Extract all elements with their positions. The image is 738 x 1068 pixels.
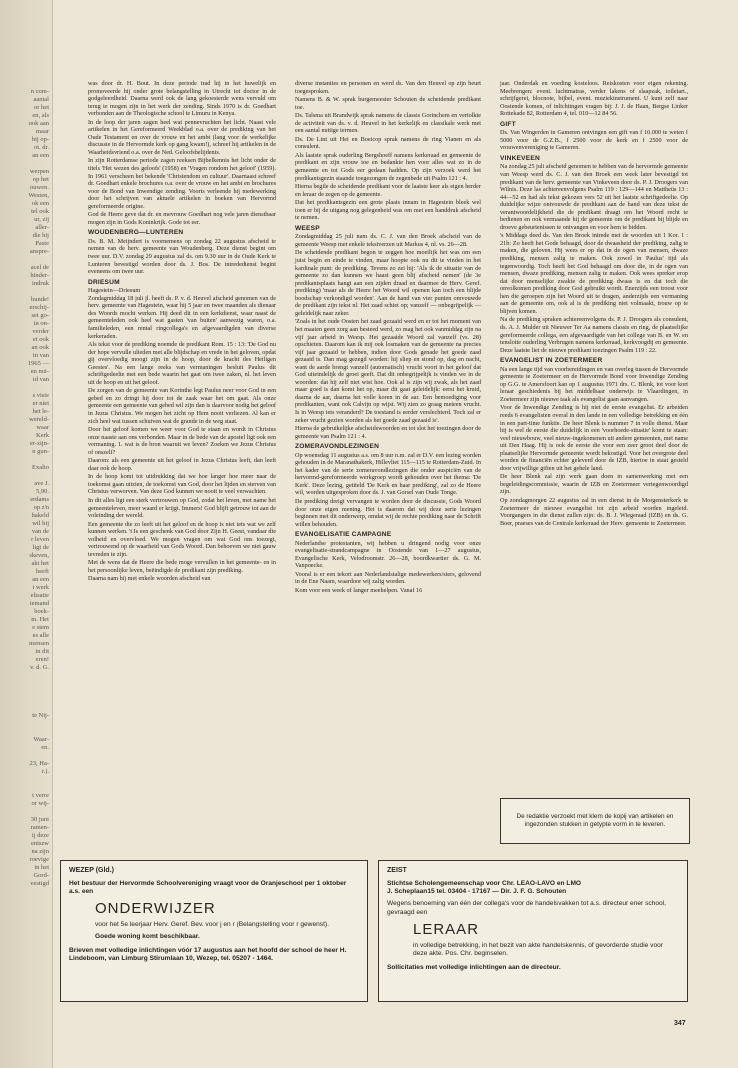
- paragraph: Nederlandse protestanten, wij hebben u dringend nodig voor onze evangelisatie-strandcampagne in Oostende van 1—27 augustus, Evangelische Kerk, Velodroomstr. 26—28, boordkwartier ds. G. M. Vanpoecke.: [295, 539, 481, 570]
- column-2: [295, 80, 481, 596]
- editorial-notice-text: De redaktie verzoekt met klem de kopij van artikelen en ingezonden stukken in getypte vorm in te leveren.: [516, 812, 674, 828]
- ad-requirements: in volledige betrekking, in het bezit van akte handelskennis, of gevorderde studie voor deze akte. Pos. Chr. beginselen.: [413, 941, 663, 958]
- paragraph: jaar. Onderdak en voeding kosteloos. Reiskosten voor eigen rekening. Meebrengen: event. luchtmatras, verder lakens of slaapzak, toiletart., schrijfgerei, blocnote, bijbel, event. muziekinstrument. U kunt zelf naar Oostende komen, of inlichtingen vragen bij: J. J. de Haan, Bergse Linker Rottekade 82, Rotterdam 4, tel. 010—12 84 56.: [500, 80, 688, 118]
- paragraph: Dat het predikantsgezin een grote plaats innam in Hagestein bleek wel toen er bij de uitgang nog gelegenheid was om met een handdruk afscheid te nemen.: [295, 199, 481, 222]
- paragraph: Met de wens dat de Heere die bede moge vervullen in het gemeente- en in het persoonlijke leven, beëindigde de predikant zijn prediking.: [88, 559, 276, 574]
- edge-text-fragment: an een: [32, 152, 49, 159]
- edge-text-fragment: mensen: [29, 640, 49, 647]
- edge-text-fragment: Exalto: [32, 464, 49, 471]
- paragraph: Daarom: als een gemeente uit het geloof in Jezus Christus leeft, dan leeft daar ook de hoop.: [88, 457, 276, 472]
- ad-address: J. Scheplaan15 tel. 03404 - 17167 — Dir. J. F. G. Schouten: [387, 888, 567, 896]
- edge-text-fragment: boek-: [34, 608, 49, 615]
- paragraph: God de Heere geve dat dr. en mevrouw Goedhart nog vele jaren dienstbaar mogen zijn in Gods Koninkrijk. Gode tot eer.: [88, 211, 276, 226]
- paragraph: Daarna nam hij met enkele woorden afscheid van: [88, 575, 211, 583]
- edge-text-fragment: bij op-: [31, 136, 49, 143]
- edge-text-fragment: wereld-: [29, 416, 49, 423]
- paragraph: De scheidende predikant begon te zeggen hoe moeilijk het was om een juist begin en einde te vinden, maar hoopte ook nu dit te vinden in het kardinale punt: de prediking. Tevens zo zei hij: 'Als ik de situatie van de gemeente zo dan kunnen we haast geen blij afscheid nemen' (de 3e predikantsplaats hangt aan een zijden draad en daarmee de Herv. Geref. prediking) 'maar als de Heere het Woord wil openen kan toch een blijde boodschap verkondigd worden'. Aan de hand van vier punten omvouwde de predikant zijn tekst nl. Het zaad schiet op; vanzelf — onbegrijpelijk — geleidelijk naar zeker.: [295, 249, 481, 317]
- paragraph: 'Zoals in het oude Oosten het zaad gezaaid werd en er tot het moment van het maaien geen zorg aan besteed werd, zo mag het ook vanmiddag zijn na vijf jaar arbeid in Weesp. Het gezaaide Woord zal vanzelf (vs. 28) opschieten. Daarom kan ik mij ook losmaken van de gemeente na precies vijf jaar gezaaid te hebben, indien door Gods genade het goede zaad gezaaid is. Dan mag gezegd worden: hij sliep en stond op, dag en nacht, want de aarde brengt vanzelf (automatisch) vrucht voort in het geloof dat God uiteindelijk de groei geeft. Dat dit onbegrijpelijk is vinden we in de woorden: dat hij zelf niet wist hoe. Ook al is zijn wij zwak, als het zaad maar goed is dan komt het op, maar dit gaat geleidelijk: eerst het kruid, daarna de aar, daarna het volle koren in de aar. Een bemoediging voor predikanten, want ook Calvijn op wijst. Wij zien zo graag meteen vrucht. Is in Weesp iets veranderd? De toestand is eerder verslechterd. Toch zal er zeker vrucht gezien worden als het goede zaad gezaaid is'.: [295, 318, 481, 424]
- edge-text-fragment: Westen,: [28, 192, 49, 199]
- edge-text-fragment: ur, zij: [34, 216, 49, 223]
- edge-text-fragment: wil hij: [32, 520, 49, 527]
- ad-housing: Goede woning komt beschikbaar.: [95, 932, 200, 940]
- edge-text-fragment: tel ook: [31, 208, 49, 215]
- edge-text-fragment: ouwen.: [30, 184, 49, 191]
- edge-text-fragment: ok een: [31, 200, 49, 207]
- ad-requirements: voor het 5e leerjaar Herv. Geref. Bev. voor j en r (Belangstelling voor r gewenst).: [95, 921, 329, 929]
- edge-text-fragment: ramen-: [30, 824, 49, 831]
- edge-text-fragment: v. d. G.: [30, 664, 49, 671]
- section-heading: GIFT: [500, 120, 516, 128]
- edge-text-fragment: van de: [31, 528, 49, 535]
- paragraph: Zondagmiddag 18 juli jl. heeft ds. P. v. d. Heuvel afscheid genomen van de herv. gemeente van Hagestein, waar hij 5 jaar en twee maanden als dienaar des Woords mocht werken. Hij deed dit in een kerkdienst, waar naast de gemeenteleden ook heel wat gasten 'van buiten' aanwezig waren, o.a. familieleden, een rental ringcollega's en afgevaardigden van diverse kerkeraden.: [88, 294, 276, 340]
- ad-organisation: Stichtse Scholengemeenschap voor Chr. LEAO-LAVO en LMO: [387, 880, 582, 887]
- paragraph: diverse instanties en personen en werd ds. Van den Heuvel op zijn beurt toegesproken.: [295, 80, 481, 95]
- paragraph: In dit alles ligt een sterk vertrouwen op God, zodat het leven, met name het gemeenteleven, meer waard er krijgt. Immers! God blijft getrouw tot aan de voleinding der wereld.: [88, 496, 276, 520]
- edge-text-fragment: m. Het: [31, 616, 49, 623]
- edge-text-fragment: werpen: [29, 168, 49, 175]
- paragraph: De zorgen van de gemeente van Korinthe legt Paulus neer voor God in een gebed en zo dringt hij door tot de zaak waar het om gaat. Als onze gemeente een gemeente van gebed wil zijn dan is daarvoor nodig het geloof in Jezus Christus. We mogen het zicht op Hem nooit verliezen. Al kan er zich heel wat tussen schuiven wat de grande in de weg staat.: [88, 387, 276, 425]
- edge-text-fragment: en.: [41, 744, 49, 751]
- paragraph: Ds. De Lint uit Hei en Boeicop sprak namens de ring Vianen en als consulent.: [295, 135, 481, 151]
- section-heading: ZOMERAVONDLEZINGEN: [295, 443, 380, 451]
- edge-text-fragment: 1965 —: [27, 360, 49, 367]
- edge-text-fragment: iemand: [29, 600, 49, 607]
- paragraph: Op zondagmorgen 22 augustus zal in een dienst in de Morgensterkerk te Zoetermeer de nieuwe evangelist tot zijn arbeid worden ingeleid. Voorgangers in die dienst zullen zijn: ds. B. J. Wiegeraad (IZB) en ds. G. Boer, praeses van de Centrale kerkeraad der Herv. gemeente te Zoetermeer.: [500, 496, 688, 527]
- edge-text-fragment: 23, Ha-: [29, 760, 49, 767]
- paragraph: Hierna begile de scheidende predikant voor de laatste keer als eigen herder en leraar de zegen op de gemeente.: [295, 183, 481, 198]
- edge-text-fragment: in dit: [35, 648, 49, 655]
- edge-text-fragment: op het: [32, 176, 49, 183]
- edge-text-fragment: an een: [32, 576, 49, 583]
- page-number: 347: [674, 1020, 686, 1027]
- edge-text-fragment: op z'n: [33, 504, 49, 511]
- section-heading: VINKEVEEN: [500, 154, 540, 162]
- edge-text-fragment: die hij: [32, 232, 49, 239]
- paragraph: Zondagmiddag 25 juli nam ds. C. J. van den Broek afscheid van de gemeente Weesp met enkele tekstverzen uit Markus 4, nl. vs. 26—28.: [295, 233, 481, 248]
- paragraph: Na zondag 25 juli afscheid genomen te hebben van de hervormde gemeente van Weesp werd ds. C. J. van den Broek een week later bevestigd tot predikant van de herv. gemeente van Vinkeveen door ds. P. J. Droogers van Wilnis. Deze las achtereenvolgens Psalm 119 : 129—144 en Mattheüs 13 : 44—52 en had als tekst gekozen vers 52 uit het laatste schriftgedeelte. Op duidelijke wijze ontvouwde de predikant aan de hand van deze tekst de verantwoordelijkheid die de predikant draagt om het Woord recht te bedienen en ook vermaande hij de gemeente om de predikant bij blijde en droeve gebeurtenissen te ontvangen en voor hem te bidden.: [500, 163, 688, 231]
- ad-intro: Het bestuur der Hervormde Schoolvereniging vraagt voor de Oranjeschool per 1 oktober a.s. een: [69, 880, 347, 896]
- ad-apply: Brieven met volledige inlichtingen vóór 17 augustus aan het hoofd der school de heer H. Lindeboom, van Limburg Stirumlaan 10, Wezep, tel. 05207 - 1464.: [69, 946, 347, 963]
- ad-job-title: ONDERWIJZER: [95, 900, 216, 918]
- edge-text-fragment: elisatie: [30, 592, 49, 599]
- paragraph: Ds. Van Wingerden in Gameren ontvingen een gift van f 10.000 te weten f 5000 voor de G.Z.B., f 2500 voor de kerk en f 2500 voor de vrouwenvereniging te Gameren.: [500, 129, 688, 152]
- ad-job-title: LERAAR: [413, 920, 480, 938]
- column-3: [500, 80, 688, 528]
- edge-text-fragment: erdams: [30, 496, 49, 503]
- ad-location: ZEIST: [387, 867, 407, 874]
- edge-text-fragment: set go-: [31, 312, 49, 319]
- edge-text-fragment: na zijn: [31, 848, 49, 855]
- edge-text-fragment: aller-: [35, 224, 49, 231]
- paragraph: In zijn Rotterdamse periode zagen reeksen Bijbelkennis het licht onder de titels 'Het wezen des geloofs' (1958) en 'Vragen rondom het geloof' (1959). In 1961 verscheen het bekende 'Christendom en cultuur'. Daarnaast schreef dr. Goedhart enkele brochures o.a. over de vrouw en het ambt en brochures voor de Bond van Inwendige zending. Voorts verleende hij medewerking door het schrijven van aktuele artikelen in boeken van Hervormd gereformeerde origine.: [88, 157, 276, 210]
- column-1: [88, 80, 276, 584]
- paragraph: Na de prediking spraken achtereenvolgens ds. P. J. Droogers als consulent, ds. A. J. Mulder uit Nieuwer Ter Aa namens classis en ring, de plaatselijke gereformeerde collega, een afgevaardigde van het college van B. en W. en tenslotte ouderling Verbrugen namens kerkeraad, kerkvoogdij en gemeente. Deze laatste liet de nieuwe predikant toezingen Psalm 119 : 22.: [500, 316, 688, 354]
- paragraph: Op woensdag 11 augustus a.s. om 8 uur n.m. zal er D.V. een lezing worden gehouden in de Maranathakerk, Hillevliet 115—115 te Rotterdam-Zuid. In het kader van de serie zomeravondlezingen die onder auspiciën van de hervormd-gereformeerde werkgroep wordt gehouden over het thema: 'De Kerk'. Deze lezing, getiteld 'De Kerk en haar prediking', zal zo de Heere wil, worden uitgesproken door ds. J. van Gorsel van Oude Tonge.: [295, 451, 481, 497]
- edge-text-fragment: aantal: [33, 96, 49, 103]
- edge-text-fragment: maar: [36, 128, 49, 135]
- edge-text-fragment: roevige: [29, 856, 49, 863]
- edge-text-fragment: bunde!: [30, 296, 49, 303]
- edge-text-fragment: ook aan: [28, 120, 49, 127]
- edge-text-fragment: in het: [34, 864, 49, 871]
- paragraph: Als tekst voor de prediking noemde de predikant Rom. 15 : 13: 'De God nu der hope vervulle ulieden met alle blijdschap en vrede in het geloven, opdat gij overvloedig moogt zijn in de hoop, door de kracht des Heiligen Geestes'. Na een lange reeks van vermaningen besluit Paulus dit schriftgedeelte met een bede waarin het gaat om twee zaken, nl. het leven uit de hoop en uit het geloof.: [88, 341, 276, 386]
- edge-text-fragment: ligt de: [32, 544, 49, 551]
- edge-text-fragment: Kerk: [36, 432, 49, 439]
- edge-text-fragment: n com-: [30, 88, 49, 95]
- edge-text-fragment: Waar-: [33, 736, 49, 743]
- edge-text-fragment: en, als: [32, 112, 49, 119]
- edge-text-fragment: e stem: [32, 624, 49, 631]
- edge-text-fragment: an ook: [31, 344, 49, 351]
- edge-text-fragment: akt het: [31, 560, 49, 567]
- edge-text-fragment: er niet: [32, 400, 49, 407]
- edge-text-fragment: t werk: [32, 584, 49, 591]
- edge-text-fragment: anspre-: [29, 248, 49, 255]
- edge-text-fragment: indruk: [32, 280, 49, 287]
- newspaper-page: [60, 80, 720, 1040]
- edge-text-fragment: t verre: [32, 792, 49, 799]
- paragraph: De prediking dreigt vervangen te worden door de discussie, Gods Woord door onze eigen mening. Het is daarom dat wij deze serie lezingen beginnen met dit onderwerp, omdat wij de rechte prediking naar de Schrift willen behouden.: [295, 497, 481, 528]
- edge-text-fragment: en nui-: [30, 368, 49, 375]
- paragraph: Door het geloof komen we weer voor God te staan en wordt in Christus onze naaste aan ons verbonden. Maar in de bede van de apostel ligt ook een vermaning. 1. wat is de bron waaruit we leven? Zoeken we Jezus Christus of onszelf?: [88, 426, 276, 456]
- edge-text-fragment: n gun-: [32, 448, 49, 455]
- edge-text-fragment: ave J.: [34, 480, 49, 487]
- paragraph: Als laatste sprak ouderling Bergshoeff namens kerkeraad en gemeente de predikant en zijn vrouw toe en bedankte hen voor alles wat zo in de gemeente en tot Gods eer gedaan hadden. Op zijn verzoek werd het predikantsgezin staande toegezongen de zegenbede uit Psalm 121 : 4.: [295, 151, 481, 182]
- edge-text-fragment: 30 juni: [30, 816, 49, 823]
- section-heading: WOUDENBERG—LUNTEREN: [88, 229, 184, 237]
- edge-text-fragment: hakeld: [31, 512, 49, 519]
- edge-text-fragment: in on-: [33, 320, 49, 327]
- paragraph: In de hoop komt tot uitdrukking dat we hoe langer hoe meer naar de toekomst gaan uitzien, de toekomst van God, door het lijden en sterven van Christus verworven. Van deze God kunnen we nooit te veel verwachten.: [88, 473, 276, 496]
- edge-text-fragment: eren!: [35, 656, 49, 663]
- paragraph: was door dr. H. Bout. In deze periode trad hij in het huwelijk en promoveerde hij onder grote belangstelling in Utrecht tot doctor in de godgeleerdheid. Daarna werd ook de lang gekoesterde wens vervuld om terug te mogen zijn in het werk der zending. Sinds 1970 is dr. Goedhart verbonden aan de Theologische school te Limuru in Kenya.: [88, 80, 276, 118]
- edge-text-fragment: het le-: [32, 408, 49, 415]
- ad-apply: Sollicitaties met volledige inlichtingen aan de directeur.: [387, 964, 561, 972]
- paragraph: 's Middags deed ds. Van den Broek intrede met de woorden uit 1 Kor. 1 : 21b: Zo heeft het Gode behaagd, door de dwaasheid der prediking, zalig te maken, die geloven. Hij wees er op dat in de ogen van mensen, dwaze prediking, mensen zalig te maken. Ook zowel in Paulus' tijd als tegenwoordig. Toch heeft het God behaagd om door die, in de ogen van mensen, dwaze prediking, mensen zalig te maken. Ook wees spreker erop dat door menselijke zwakte de prediking dwaas is en dat toch die onvolkomen prediking door God gebruikt wordt. Enerzijds een troost voor hen die geroepen zijn het Woord uit te dragen, anderzijds een vermaning aan de gemeente om, ook al is de prediking niet volmaakt, trouw op te blijven komen.: [500, 232, 688, 315]
- advertisement-wezep: [60, 860, 368, 1002]
- edge-text-fragment: r leven: [31, 536, 49, 543]
- edge-text-fragment: verder: [32, 328, 49, 335]
- section-heading: EVANGELIST IN ZOETERMEER: [500, 357, 603, 365]
- edge-text-fragment: s visie: [32, 392, 49, 399]
- edge-text-fragment: hinder-: [30, 272, 49, 279]
- edge-text-fragment: id van: [32, 376, 49, 383]
- paragraph: Ds. B. M. Meijndert is voornemens op zondag 22 augustus afscheid te nemen van de herv. gemeente van Woudenberg. Deze dienst begint om twee uur. D.V. zondag 29 augustus zal ds. om 9.30 uur in de Oude Kerk te Lunteren bevestigd worden door ds. J. Bos. De intrededienst begint eveneens om twee uur.: [88, 237, 276, 276]
- edge-text-fragment: eniszw: [30, 840, 49, 847]
- edge-text-fragment: ij deze: [31, 832, 49, 839]
- edge-text-fragment: vestigd: [30, 880, 49, 887]
- edge-text-fragment: et ook: [32, 336, 49, 343]
- edge-text-fragment: r.).: [41, 768, 49, 775]
- section-heading: DRIESUM: [88, 278, 120, 286]
- paragraph: Hierna de gebruikelijke afscheidswoorden en tot slot het toezingen door de gemeente van Psalm 121 : 4.: [295, 425, 481, 440]
- paragraph: De heer Blenk zal zijn werk gaan doen in samenwerking met een begeleidingscommissie, waarin de IZB en Zoetermeer vertegenwoordigd zijn.: [500, 473, 688, 496]
- edge-text-fragment: skeven,: [29, 552, 49, 559]
- paragraph: Vooral is er een tekort aan Nederlandstalige medewerkers/sters, gelovend in de Ene Naam, waardoor wij zalig worden.: [295, 570, 481, 586]
- edge-text-fragment: acel de: [30, 264, 49, 271]
- adjacent-page-edge: [0, 0, 53, 1068]
- paragraph: Voor de Inwendige Zending is hij niet de eerste evangelist. Er arbeiden reeds 6 evangelisten overal in den lande in een volledige betrekking en één in een part-time funktie. De heer Blenk is nummer 7 in volle dienst. Maar hij is wel de eerste die duidelijk in een 'voorhoede-situatie' komt te staan: veel nieuwbouw, veel nieuw-ingekomenen uit andere gemeenten, met name uit Den Haag. Hij is ook de eerste die voor een zeer groot deel door de plaatselijke Hervormde gemeente wordt bekostigd. Voor het overgrote deel worden de financiën echter geleverd door de IZB, hiertoe in staat gesteld door vrijwillige giften uit het gehele land.: [500, 404, 688, 472]
- paragraph: Kom voor een week of langer meehelpen. Vanaf 16: [295, 587, 423, 594]
- edge-text-fragment: heeft: [36, 568, 49, 575]
- editorial-notice: [500, 798, 690, 844]
- edge-text-fragment: 5,90.: [36, 488, 49, 495]
- edge-text-fragment: or het: [34, 104, 49, 111]
- paragraph: Na een lange tijd van voorbereidingen en van overleg tussen de Hervormde gemeente te Zoetermeer en de Hervormde Bond voor Inwendige Zending op G.G. te Amersfoort kan op 1 augustus 1971 drs. C. Blenk, tot voor kort leraar geschiedenis bij het middelbaar onderwijs te Vlaardingen, in Zoetermeer zijn nieuwe taak als evangelist gaan aanvangen.: [500, 365, 688, 403]
- edge-text-fragment: in van: [32, 352, 49, 359]
- ad-intro: Wegens benoeming van één der collega's voor de handelsvakken tot a.s. directeur ener school, gevraagd een: [387, 900, 666, 916]
- edge-text-fragment: or wij-: [31, 800, 49, 807]
- edge-text-fragment: erschij-: [29, 304, 49, 311]
- edge-text-fragment: waar: [36, 424, 49, 431]
- edge-text-fragment: ot. dr.: [34, 144, 49, 151]
- paragraph: Namens B. & W. sprak burgemeester Schouten de scheidende predikant toe.: [295, 96, 481, 111]
- section-subheading: Hagestein—Driesum: [88, 287, 141, 295]
- edge-text-fragment: Paste: [35, 240, 49, 247]
- edge-text-fragment: es alle: [32, 632, 49, 639]
- paragraph: Een gemeente die zo leeft uit het geloof en de hoop is niet iets wat we zelf kunnen werken. 't Is een geschenk van God door Zijn H. Geest, vandaar die volheid en overvloed. We mogen vragen om wat God ons toezegt, vertrouwend op de waarheid van Gods Woord. Dan behoeven we niet gauw tevreden te zijn.: [88, 520, 276, 558]
- advertisement-zeist: [378, 860, 688, 1002]
- ad-location: WEZEP (Gld.): [69, 867, 114, 874]
- edge-text-fragment: er-zijn-: [30, 440, 49, 447]
- edge-text-fragment: te Nij-: [32, 712, 49, 719]
- paragraph: Ds. Talsma uit Brandwijk sprak namens de classis Gorinchem en vertolkte de activiteit van ds. v. d. Heuvel in het kerkelijk en classikale werk met een aantal nuttige termen.: [295, 112, 481, 135]
- paragraph: In de loop der jaren zagen heel wat pennevruchten het licht. Naast vele artikelen in het Gereformeerd Weekblad o.a. over de prediking van het Oude Testament en over de vrouw en het ambt (lang voor de werkelijke discussie in de Hervormde kerk op gang kwam!), schreef hij artikelen in de Waarheidsvriend o.a. over de Ned. Geloofsbelijdenis.: [88, 118, 276, 156]
- edge-text-fragment: Gord-: [33, 872, 49, 879]
- section-heading: EVANGELISATIE CAMPAGNE: [295, 531, 392, 539]
- section-heading: WEESP: [295, 224, 320, 232]
